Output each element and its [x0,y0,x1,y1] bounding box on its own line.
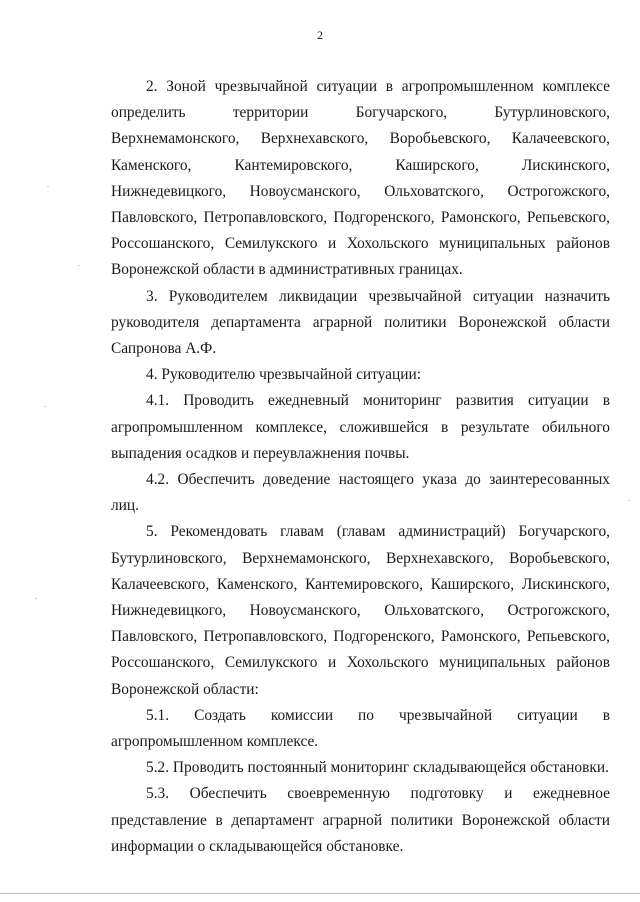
paragraph-4-1: 4.1. Проводить ежедневный мониторинг развития ситуации в агропромышленном комплексе, сложившейся в результате обильного выпадения осадков и переувлажнения почвы. [111,392,610,462]
paragraph-4: 4. Руководителю чрезвычайной ситуации: [146,366,421,384]
paragraph-2: 2. Зоной чрезвычайной ситуации в агропромышленном комплексе определить территории Богучарского, Бутурлиновского, Верхнемамонского, Верхнехавского, Воробьевского, Калачеевского, Каменского, Кантемировского, Каширского, Лискинского, Нижнедевицкого, Новоусманского, Ольховатского, Острогожского, Павловского, Петропавловского, Подгоренского, Рамонского, Репьевского, Россошанского, Семилукского и Хохольского муниципальных районов Воронежской области в административных границах. [111,78,610,279]
paragraph-5: 5. Рекомендовать главам (главам администраций) Богучарского, Бутурлиновского, Верхнемамонского, Верхнехавского, Воробьевского, Калачеевского, Каменского, Кантемировского, Каширского, Лискинского, Нижнедевицкого, Новоусманского, Ольховатского, Острогожского, Павловского, Петропавловского, Подгоренского, Рамонского, Репьевского, Россошанского, Семилукского и Хохольского муниципальных районов Воронежской области: [111,523,610,698]
page-number: 2 [317,28,323,42]
scan-speck [35,598,37,599]
scan-speck [47,186,49,187]
scan-speck [628,500,630,501]
paragraph-4-2: 4.2. Обеспечить доведение настоящего указа до заинтересованных лиц. [111,471,610,515]
document-body [111,74,610,860]
paragraph-3: 3. Руководителем ликвидации чрезвычайной ситуации назначить руководителя департамента аграрной политики Воронежской области Сапронова А.Ф. [111,287,610,358]
scan-speck [78,265,80,266]
scan-edge-line [0,893,640,894]
paragraph-5-3: 5.3. Обеспечить своевременную подготовку и ежедневное представление в департамент аграрной политики Воронежской области информации о складывающейся обстановке. [111,785,610,855]
paragraph-5-2: 5.2. Проводить постоянный мониторинг складывающейся обстановки. [146,759,609,777]
scan-speck [44,406,46,407]
paragraph-5-1: 5.1. Создать комиссии по чрезвычайной ситуации в агропромышленном комплексе. [111,706,610,751]
